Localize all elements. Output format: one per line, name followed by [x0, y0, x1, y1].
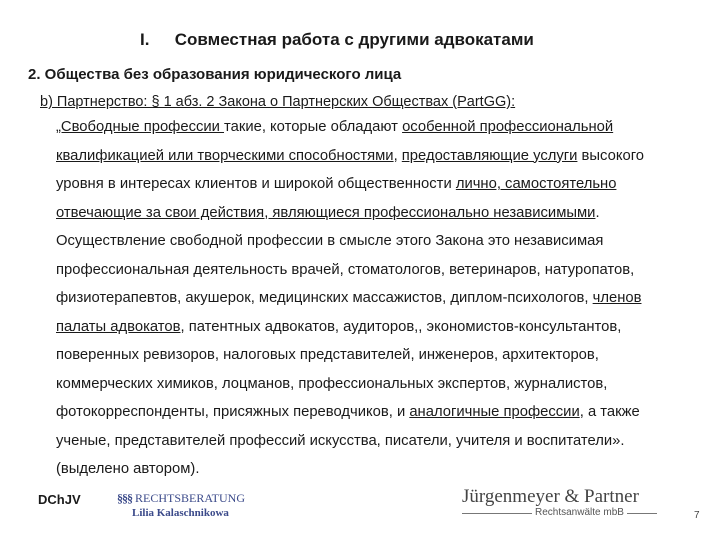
underlined-phrase: палаты адвокатов [56, 318, 181, 335]
subheading: 2. Общества без образования юридического лица [28, 66, 402, 83]
line-5: Осуществление свободной профессии в смысле этого Закона это независимая [56, 233, 604, 249]
line-6: профессиональная деятельность врачей, стоматологов, ветеринаров, натуропатов, [56, 261, 635, 278]
line-3 [56, 170, 706, 199]
text-span: высокого [577, 147, 644, 164]
line-4 [56, 199, 706, 228]
text-span: физиотерапевтов, акушерок, медицинских массажистов, диплом-психологов, [56, 290, 593, 306]
section-title: Совместная работа с другими адвокатами [174, 30, 534, 49]
section-number: I. [140, 30, 150, 49]
underlined-phrase: лично, самостоятельно [455, 176, 617, 192]
underlined-phrase: аналогичные профессии [409, 404, 580, 420]
text-span: , [393, 147, 402, 164]
quote-paragraph [56, 113, 706, 484]
point-b-text: b) Партнерство: § 1 абз. 2 Закона о Партнерских Обществах (PartGG): [40, 94, 516, 110]
firm-logo: Jürgenmeyer & Partner [462, 486, 639, 507]
line-7 [56, 284, 706, 313]
text-span: , патентных адвокатов, аудиторов,, экономистов-консультантов, [180, 318, 622, 335]
line-9: поверенных ревизоров, налоговых представителей, инженеров, архитекторов, [56, 347, 599, 363]
underlined-phrase: квалификацией или творческими способностями [56, 147, 394, 164]
dchjv-logo: DChJV [38, 492, 81, 507]
paragraph-sign-icon: §§§ [117, 491, 132, 505]
point-b [40, 94, 515, 110]
line-11 [56, 398, 706, 427]
text-span: , а также [579, 404, 640, 420]
line-1 [56, 113, 706, 142]
underlined-phrase: „Свободные профессии [56, 119, 225, 135]
line-8 [56, 313, 706, 342]
slide-title [140, 30, 534, 50]
underlined-phrase: отвечающие за свои действия, являющиеся профессионально независимыми [56, 204, 596, 221]
underlined-phrase: членов [592, 290, 642, 306]
underlined-phrase: особенной профессиональной [402, 119, 614, 135]
text-span: фотокорреспонденты, присяжных переводчиков, и [56, 404, 410, 420]
line-10: коммерческих химиков, лоцманов, профессиональных экспертов, журналистов, [56, 375, 608, 392]
line-2 [56, 142, 706, 171]
rechtsberatung-logo [117, 491, 245, 506]
firm-subtitle: Rechtsanwälte mbB [532, 507, 627, 518]
line-12: ученые, представителей профессий искусства, писатели, учителя и воспитатели». [56, 432, 625, 449]
line-13: (выделено автором). [56, 461, 200, 477]
page-number: 7 [694, 510, 700, 521]
underlined-phrase: предоставляющие услуги [401, 147, 578, 164]
lawyer-name: Lilia Kalaschnikowa [132, 507, 229, 519]
text-span: уровня в интересах клиентов и широкой общественности [56, 176, 456, 192]
text-span: такие, которые обладают [224, 119, 403, 135]
rechtsberatung-text: RECHTSBERATUNG [135, 491, 246, 505]
text-span: . [595, 204, 600, 221]
